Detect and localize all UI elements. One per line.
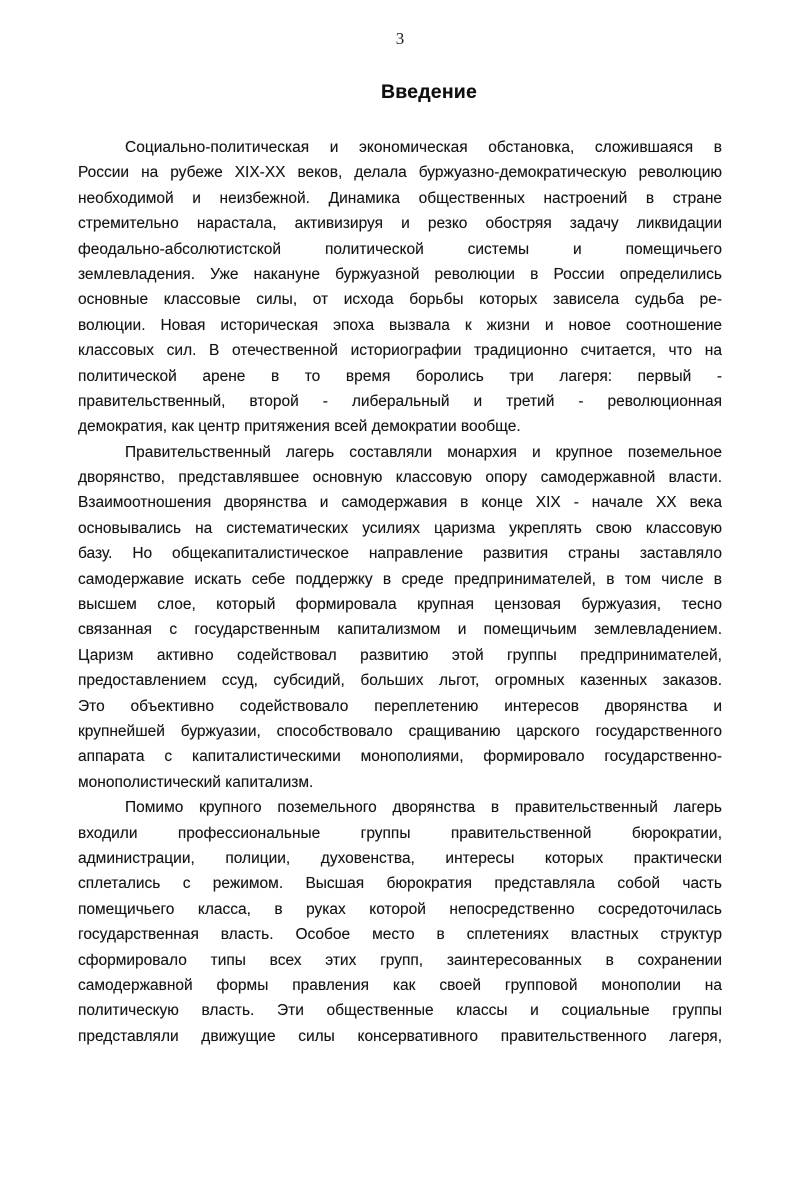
text-line: государственная власть. Особое место в сплетениях властных структур bbox=[78, 926, 722, 944]
text-line: аппарата с капиталистическими монополиями, формировало государственно- bbox=[78, 748, 722, 766]
page-title: Введение bbox=[380, 81, 478, 103]
text-line: представляли движущие силы консервативного правительственного лагеря, bbox=[78, 1027, 722, 1045]
body-text bbox=[78, 135, 722, 1049]
text-line: сформировало типы всех этих групп, заинтересованных в сохранении bbox=[78, 951, 722, 969]
text-line: Правительственный лагерь составляли монархия и крупное поземельное bbox=[125, 443, 722, 461]
text-line: помещичьего класса, в руках которой непосредственно сосредоточилась bbox=[78, 900, 722, 918]
text-line: феодально-абсолютистской политической системы и помещичьего bbox=[78, 240, 722, 258]
text-line: классовых сил. В отечественной историографии традиционно считается, что на bbox=[78, 342, 722, 360]
text-line: входили профессиональные группы правительственной бюрократии, bbox=[78, 824, 722, 842]
text-line: самодержавие искать себе поддержку в среде предпринимателей, в том числе в bbox=[78, 570, 722, 588]
text-line: крупнейшей буржуазии, способствовало сращиванию царского государственного bbox=[78, 722, 722, 740]
text-line: дворянство, представлявшее основную классовую опору самодержавной власти. bbox=[78, 469, 722, 487]
text-line: демократия, как центр притяжения всей демократии вообще. bbox=[78, 418, 521, 436]
text-line: стремительно нарастала, активизируя и резко обостряя задачу ликвидации bbox=[78, 215, 722, 233]
page-number: 3 bbox=[395, 29, 405, 48]
text-line: России на рубеже XIX-XX веков, делала буржуазно-демократическую революцию bbox=[78, 164, 722, 182]
text-line: связанная с государственным капитализмом и помещичьим землевладением. bbox=[78, 621, 722, 639]
text-line: основные классовые силы, от исхода борьбы которых зависела судьба ре- bbox=[78, 291, 722, 309]
text-line: высшем слое, который формировала крупная цензовая буржуазия, тесно bbox=[78, 596, 722, 614]
text-line: самодержавной формы правления как своей групповой монополии на bbox=[78, 976, 722, 994]
text-line: Это объективно содействовало переплетению интересов дворянства и bbox=[78, 697, 722, 715]
text-line: предоставлением ссуд, субсидий, больших льгот, огромных казенных заказов. bbox=[78, 672, 722, 690]
text-line: Помимо крупного поземельного дворянства в правительственный лагерь bbox=[125, 799, 722, 817]
text-line: монополистический капитализм. bbox=[78, 773, 314, 791]
text-line: землевладения. Уже накануне буржуазной революции в России определились bbox=[78, 265, 722, 283]
text-line: основывались на систематических усилиях царизма укреплять свою классовую bbox=[78, 519, 722, 537]
text-line: базу. Но общекапиталистическое направление развития страны заставляло bbox=[78, 545, 722, 563]
text-line: Царизм активно содействовал развитию этой группы предпринимателей, bbox=[78, 646, 722, 664]
text-line: правительственный, второй - либеральный и третий - революционная bbox=[78, 392, 722, 410]
text-line: сплетались с режимом. Высшая бюрократия представляла собой часть bbox=[78, 875, 722, 893]
text-line: политической арене в то время боролись три лагеря: первый - bbox=[78, 367, 722, 385]
text-line: волюции. Новая историческая эпоха вызвала к жизни и новое соотношение bbox=[78, 316, 722, 334]
text-line: необходимой и неизбежной. Динамика общественных настроений в стране bbox=[78, 189, 722, 207]
text-line: администрации, полиции, духовенства, интересы которых практически bbox=[78, 849, 722, 867]
text-line: политическую власть. Эти общественные классы и социальные группы bbox=[78, 1002, 722, 1020]
text-line: Социально-политическая и экономическая обстановка, сложившаяся в bbox=[125, 139, 722, 156]
text-line: Взаимоотношения дворянства и самодержавия в конце XIX - начале XX века bbox=[78, 494, 722, 512]
